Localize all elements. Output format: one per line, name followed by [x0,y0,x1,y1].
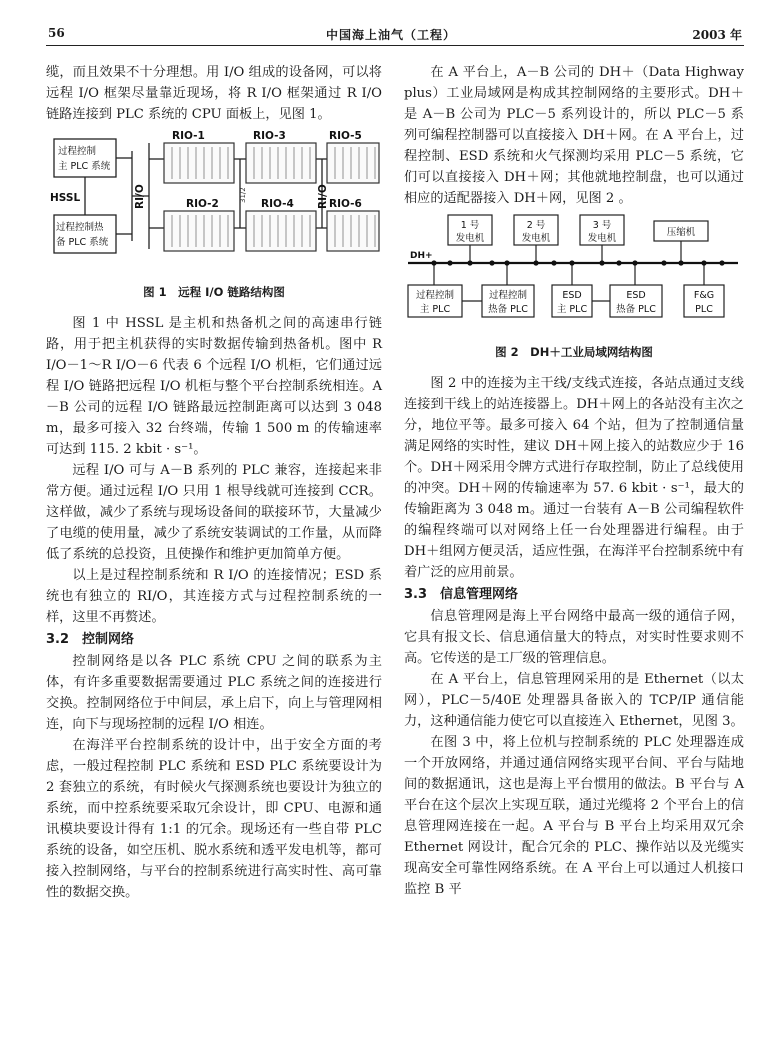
rack-label: RIO-6 [329,198,362,210]
rio-label-a: RI/O [134,184,146,209]
svg-text:主 PLC 系统: 主 PLC 系统 [58,161,111,172]
rack-label: RIO-3 [253,130,286,142]
paragraph: 以上是过程控制系统和 R I/O 的连接情况；ESD 系统也有独立的 RI/O，其连接方式与过程控制系统的一样，这里不再赘述。 [46,568,382,625]
standby-plc-label: 过程控制热 [56,222,104,233]
figure-caption: 图 1 远程 I/O 链路结构图 [143,285,285,299]
rack-rio-1 [164,143,234,183]
header-rule [46,45,744,46]
rio-link-diagram [46,129,382,271]
primary-plc-label: 过程控制 [58,146,97,157]
right-column [404,62,744,900]
rack-label: RIO-4 [261,198,294,210]
figure-2 [404,213,744,363]
small-label: 31/2 [239,187,247,203]
svg-text:热备 PLC: 热备 PLC [488,304,528,315]
svg-text:2 号: 2 号 [526,220,546,231]
section-heading: 3.2 控制网络 [46,632,135,647]
paragraph: 信息管理网是海上平台网络中最高一级的通信子网，它具有报文长、信息通信量大的特点，对实时性要求则不高。它传送的是工厂级的管理信息。 [404,609,744,666]
rack-label: RIO-2 [186,198,219,210]
dh-plus-network-diagram [404,213,744,331]
svg-text:过程控制: 过程控制 [415,290,455,301]
svg-text:ESD: ESD [626,290,646,301]
paragraph: 在 A 平台上，信息管理网采用的是 Ethernet（以太网），PLC－5/40E 处理器具备嵌入的 TCP/IP 通信能力，这种通信能力使它可以直接连入 Ethernet，见图 3。 [404,672,744,729]
figure-1 [46,129,382,303]
paragraph: 在图 3 中，将上位机与控制系统的 PLC 处理器连成一个开放网络，并通过通信网络实现平台间、平台与陆地间的数据通讯，这也是海上平台惯用的做法。B 平台与 A 平台在这个层次上实现互联，通过光缆将 2 个平台上的信息管理网连接在一起。A 平台与 B 平台上均采用双冗余 Ethernet 网设计，配合冗余的 PLC、操作站以及光缆实现高安全可靠性网络系统。在 A 平台上可以通过人机接口监控 B 平 [404,735,744,897]
paragraph: 图 1 中 HSSL 是主机和热备机之间的高速串行链路，用于把主机获得的实时数据传输到热备机。图中 R I/O－1～R I/O－6 代表 6 个远程 I/O 机柜，它们通过远程 I/O 链路把远程 I/O 机柜与整个平台控制系统相连。A－B 公司的远程 I/O 链路最远控制距离可以达到 3 048 m，最多可接入 32 台终端，传输 1 500 m 的传输速率可达到 115. 2 kbit · s⁻¹。 [46,316,382,457]
figure-caption: 图 2 DH＋工业局域网结构图 [495,345,653,359]
svg-text:发电机: 发电机 [521,233,551,244]
section-heading: 3.3 信息管理网络 [404,587,519,602]
svg-text:备 PLC 系统: 备 PLC 系统 [56,237,109,248]
svg-text:ESD: ESD [562,290,582,301]
rack-rio-4 [246,211,316,251]
page-header [0,22,782,46]
svg-text:主 PLC: 主 PLC [556,304,588,315]
compressor-label: 压缩机 [666,227,696,238]
rack-rio-2 [164,211,234,251]
rack-label: RIO-1 [172,130,205,142]
svg-text:过程控制: 过程控制 [488,290,528,301]
page-number: 56 [48,26,65,40]
svg-text:PLC: PLC [695,304,713,315]
svg-text:F&G: F&G [693,290,715,301]
rack-rio-3 [246,143,316,183]
svg-text:发电机: 发电机 [455,233,485,244]
paragraph: 远程 I/O 可与 A－B 系列的 PLC 兼容，连接起来非常方便。通过远程 I/O 只用 1 根导线就可连接到 CCR。这样做，减少了系统与现场设备间的联接环节，大量减少了电缆的使用量，减少了系统安装调试的工作量，从而降低了系统的总投资，且使操作和维护更加简单方便。 [46,463,382,562]
paragraph: 缆，而且效果不十分理想。用 I/O 组成的设备网，可以将远程 I/O 框架尽量靠近现场，将 R I/O 框架通过 R I/O 链路连接到 PLC 系统的 CPU 面板上，见图 1。 [46,65,382,122]
svg-text:主 PLC: 主 PLC [419,304,451,315]
paragraph: 在海洋平台控制系统的设计中，出于安全方面的考虑，一般过程控制 PLC 系统和 ESD PLC 系统要设计为 2 套独立的系统，有时候火气探测系统也要设计为独立的系统，而中控系统要采取冗余设计，即 CPU、电源和通讯模块要设计得有 1:1 的冗余。现场还有一些自带 PLC 系统的设备，如空压机、脱水系统和透平发电机等，都可接入控制网络，与平台的控制系统进行高实时性、高可靠性的数据交换。 [46,738,382,900]
svg-text:3 号: 3 号 [592,220,612,231]
svg-text:1 号: 1 号 [460,220,480,231]
paragraph: 图 2 中的连接为主干线/支线式连接，各站点通过支线连接到干线上的站连接器上。DH＋网上的各站没有主次之分，地位平等。最多可接入 64 个站，但为了控制通信量满足网络的实时性，建议 DH＋网上接入的站数应少于 16 个。DH＋网采用令牌方式进行存取控制，防止了总线使用的冲突。DH＋网的传输速率为 57. 6 kbit · s⁻¹，最大的传输距离为 3 048 m。通过一台装有 A－B 公司编程软件的编程终端可以对网络上任一台处理器进行编程。由于 DH＋组网方便灵活，适应性强，在海洋平台控制系统中有着广泛的应用前景。 [404,376,744,580]
paragraph: 控制网络是以各 PLC 系统 CPU 之间的联系为主体，有许多重要数据需要通过 PLC 系统之间的连接进行交换。控制网络位于中间层，承上启下，向上与管理网相连，向下与现场控制的远程 I/O 相连。 [46,654,382,732]
year: 2003 年 [692,28,742,42]
left-column [46,62,382,903]
hssl-label: HSSL [50,192,81,204]
paragraph: 在 A 平台上，A－B 公司的 DH＋（Data Highway plus）工业局域网是构成其控制网络的主要形式。DH＋是 A－B 公司为 PLC－5 系列设计的，所以 PLC－5 系列可编程控制器可以直接接入 DH＋网。在 A 平台上，过程控制、ESD 系统和火气探测均采用 PLC－5 系统，它们可以直接接入 DH＋网；其他就地控制盘，也可以通过相应的适配器接入 DH＋网，见图 2 。 [404,65,744,206]
svg-text:发电机: 发电机 [587,233,617,244]
rack-label: RIO-5 [329,130,362,142]
dh-plus-label: DH+ [410,251,433,261]
rio-label-b: RI/O [317,184,329,209]
svg-text:热备 PLC: 热备 PLC [616,304,656,315]
journal-title: 中国海上油气（工程） [325,28,456,42]
